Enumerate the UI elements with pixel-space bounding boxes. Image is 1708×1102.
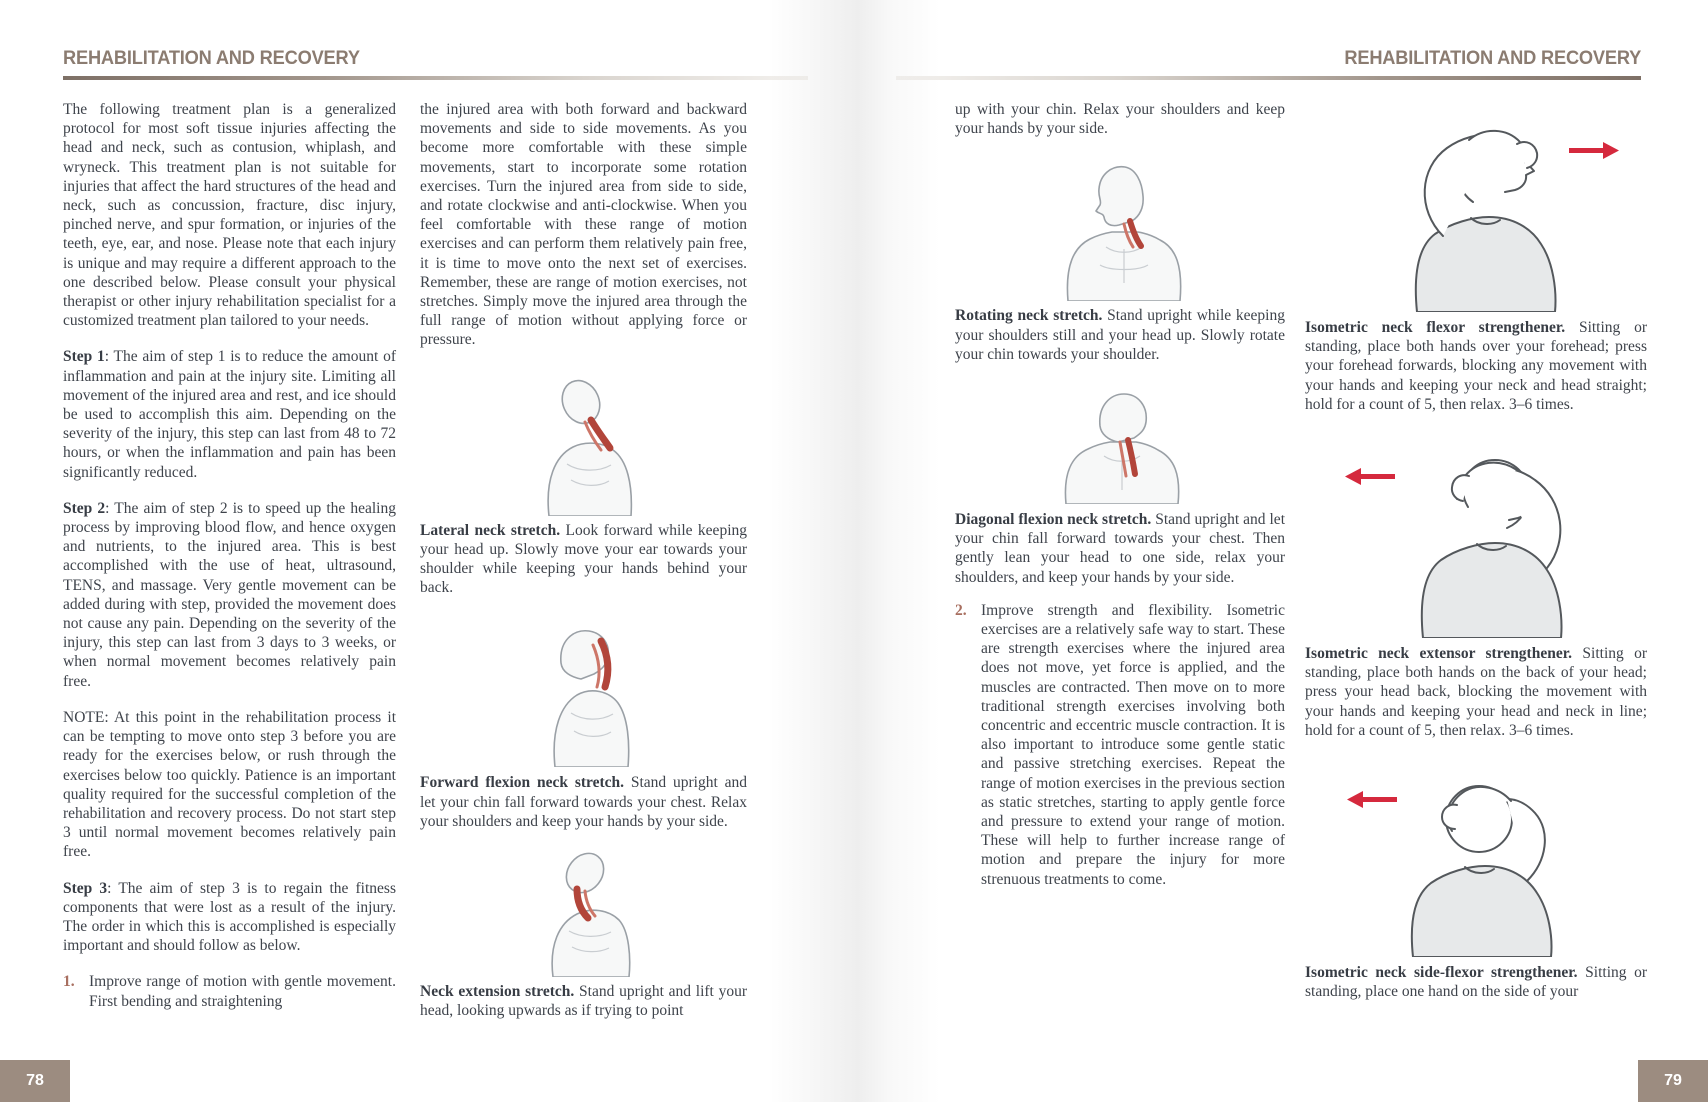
forward-flexion-caption-text: Stand upright and let your chin fall forward towards your chest. Relax your shoulders and keep your hands by your side. (420, 774, 748, 830)
list-item-2 (955, 601, 1285, 889)
isometric-neck-extensor-caption-label: Isometric neck extensor strengthener. (1305, 645, 1573, 663)
right-arrow-icon (1569, 142, 1619, 159)
step1-text: : The aim of step 1 is to reduce the amount of inflammation and pain at the injury site. Limiting all movement of the injured area and rest, and ice should be used to accomplish this aim. Depending on the severity of the injury, this step can last from 48 to 72 hours, or when the inflammation and pain has been significantly reduced. (63, 348, 396, 481)
left-page-header: REHABILITATION AND RECOVERY (63, 48, 360, 69)
isometric-neck-side-flexor-caption (1305, 963, 1647, 1001)
isometric-neck-side-flexor-caption-text: Sitting or standing, place one hand on the side of your (1305, 964, 1647, 1001)
isometric-neck-flexor-caption-text: Sitting or standing, place both hands over your forehead; press your forehead forwards, blocking any movement with your hands and keeping your neck and head straight; hold for a count of 5, then relax. 3–6 times. (1305, 319, 1647, 413)
neck-extension-illustration (519, 845, 649, 977)
list-item-2-number: 2. (955, 601, 967, 619)
rotating-neck-stretch-caption (955, 306, 1285, 364)
neck-extension-caption-label: Neck extension stretch. (420, 983, 575, 1001)
isometric-neck-flexor-caption-label: Isometric neck flexor strengthener. (1305, 319, 1566, 336)
book-gutter-shadow (770, 0, 940, 1102)
diagonal-flexion-caption-label: Diagonal flexion neck stretch. (955, 511, 1152, 529)
diagonal-flexion-caption (955, 510, 1285, 587)
lateral-neck-stretch-illustration (519, 368, 649, 516)
right-page-column-2 (1305, 100, 1647, 1013)
neck-extension-caption (420, 982, 747, 1020)
isometric-neck-extensor-figure (1305, 428, 1647, 640)
right-page-column-1 (955, 100, 1285, 889)
left-arrow-icon (1347, 791, 1397, 808)
right-page-header: REHABILITATION AND RECOVERY (1344, 48, 1641, 69)
intro-paragraph: The following treatment plan is a generalized protocol for most soft tissue injuries affecting the head and neck, such as contusion, whiplash, and wryneck. This treatment plan is not suitable for injuries that affect the hard structures of the head and neck, such as concussion, fracture, disc injury, pinched nerve, and spur formation, or injuries of the teeth, eye, ear, and nose. Please note that each injury is unique and may require a different approach to the one described below. Please consult your physical therapist or other injury rehabilitation specialist for a customized treatment plan tailored to your needs. (63, 101, 396, 330)
step2-label: Step 2 (63, 499, 106, 517)
diagonal-flexion-caption-text: Stand upright and let your chin fall forward towards your chest. Then gently lean your head to one side, relax your shoulders, and keep your hands by your side. (955, 511, 1285, 586)
left-page-number: 78 (26, 1072, 44, 1089)
lateral-neck-stretch-caption-text: Look forward while keeping your head up. Slowly move your ear towards your shoulder while keeping your hands behind your back. (420, 521, 747, 597)
step2-paragraph (63, 499, 396, 691)
isometric-neck-flexor-caption (1305, 318, 1647, 414)
isometric-neck-extensor-caption (1305, 644, 1647, 740)
note-paragraph: NOTE: At this point in the rehabilitation process it can be tempting to move onto step 3 before you are ready for the exercises below, or rush through the exercises below too quickly. Patience is an important quality required for the successful completion of the rehabilitation and recovery process. Do not start step 3 until normal movement becomes relatively pain free. (63, 708, 396, 861)
neck-extension-caption-text: Stand upright and lift your head, looking upwards as if trying to point (420, 983, 747, 1020)
continuation-paragraph: up with your chin. Relax your shoulders and keep your hands by your side. (955, 101, 1285, 138)
step2-text: : The aim of step 2 is to speed up the healing process by improving blood flow, and hence oxygen and nutrients, to the injured area. This is best accomplished with the use of heat, ultrasound, TENS, and massage. Very gentle movement can be added during with step, provided the movement does not cause any pain. Depending on the severity of the injury, this step can last from 3 days to 3 weeks, or when normal movement becomes relatively pain free. (63, 499, 396, 690)
step3-paragraph (63, 879, 396, 956)
isometric-neck-flexor-figure (1305, 102, 1647, 314)
lateral-neck-stretch-caption-label: Lateral neck stretch. (420, 521, 561, 539)
step1-paragraph (63, 347, 396, 481)
lateral-neck-stretch-caption (420, 521, 747, 598)
left-arrow-icon (1345, 468, 1395, 485)
rotating-neck-stretch-figure (955, 152, 1285, 302)
rotating-neck-stretch-caption-label: Rotating neck stretch. (955, 307, 1103, 325)
left-header-rule (63, 76, 808, 80)
isometric-neck-side-flexor-caption-label: Isometric neck side-flexor strengthener. (1305, 964, 1578, 982)
diagonal-flexion-illustration (1040, 378, 1200, 504)
right-page-number-tab (1638, 1060, 1708, 1102)
list-item-1-text: Improve range of motion with gentle movement. First bending and straightening (89, 973, 396, 1010)
diagonal-flexion-neck-stretch-figure (955, 376, 1285, 506)
forward-flexion-illustration (519, 611, 649, 767)
left-page-column-2 (420, 100, 747, 1032)
isometric-neck-extensor-caption-text: Sitting or standing, place both hands on the back of your head; press your head back, blocking the movement with your hands and keeping your head and neck in line; hold for a count of 5, then relax. 3–6 times. (1305, 645, 1648, 739)
right-header-rule (896, 76, 1641, 80)
continuation-paragraph: the injured area with both forward and backward movements and side to side movements. As you become more comfortable with these simple movements, start to incorporate some rotation exercises. Turn the injured area from side to side, and rotate clockwise and anti-clockwise. When you feel comfortable with these range of motion exercises and can perform them relatively pain free, it is time to move onto the next set of exercises. Remember, these are range of motion exercises, not stretches. Simply move the injured area through the full range of motion without applying force or pressure. (420, 101, 747, 349)
isometric-neck-extensor-illustration (1321, 430, 1631, 638)
forward-flexion-caption-label: Forward flexion neck stretch. (420, 774, 625, 792)
right-page-number: 79 (1664, 1072, 1682, 1089)
list-item-1-number: 1. (63, 973, 75, 991)
step3-text: : The aim of step 3 is to regain the fitness components that were lost as a result of the injury. The order in which this is accomplished is especially important and should follow as below. (63, 879, 396, 955)
list-item-1 (63, 972, 396, 1010)
isometric-neck-flexor-illustration (1321, 104, 1631, 312)
isometric-neck-side-flexor-illustration (1321, 757, 1631, 957)
neck-extension-stretch-figure (420, 843, 747, 978)
forward-flexion-caption (420, 773, 747, 831)
list-item-2-text: Improve strength and flexibility. Isometric exercises are a relatively safe way to start. These are strength exercises where the injured area does not move, yet force is applied, and the muscles are contracted. Then move on to more traditional strength exercises involving both concentric and eccentric muscle contraction. It is also important to introduce some gentle static and passive stretching exercises. Repeat the range of motion exercises in the previous section as static stretches, starting to apply gentle force and pressure to extend your range of motion. These will help to further increase range of motion and prepare the injury for more strenuous treatments to come. (981, 601, 1285, 888)
left-page-column-1 (63, 100, 396, 1011)
step3-label: Step 3 (63, 879, 108, 897)
rotating-neck-stretch-illustration (1040, 153, 1200, 301)
forward-flexion-neck-stretch-figure (420, 609, 747, 769)
step1-label: Step 1 (63, 348, 105, 366)
isometric-neck-side-flexor-figure (1305, 754, 1647, 959)
rotating-neck-stretch-caption-text: Stand upright while keeping your shoulders still and your head up. Slowly rotate your chin towards your shoulder. (955, 307, 1285, 363)
lateral-neck-stretch-figure (420, 367, 747, 517)
left-page-number-tab (0, 1060, 70, 1102)
